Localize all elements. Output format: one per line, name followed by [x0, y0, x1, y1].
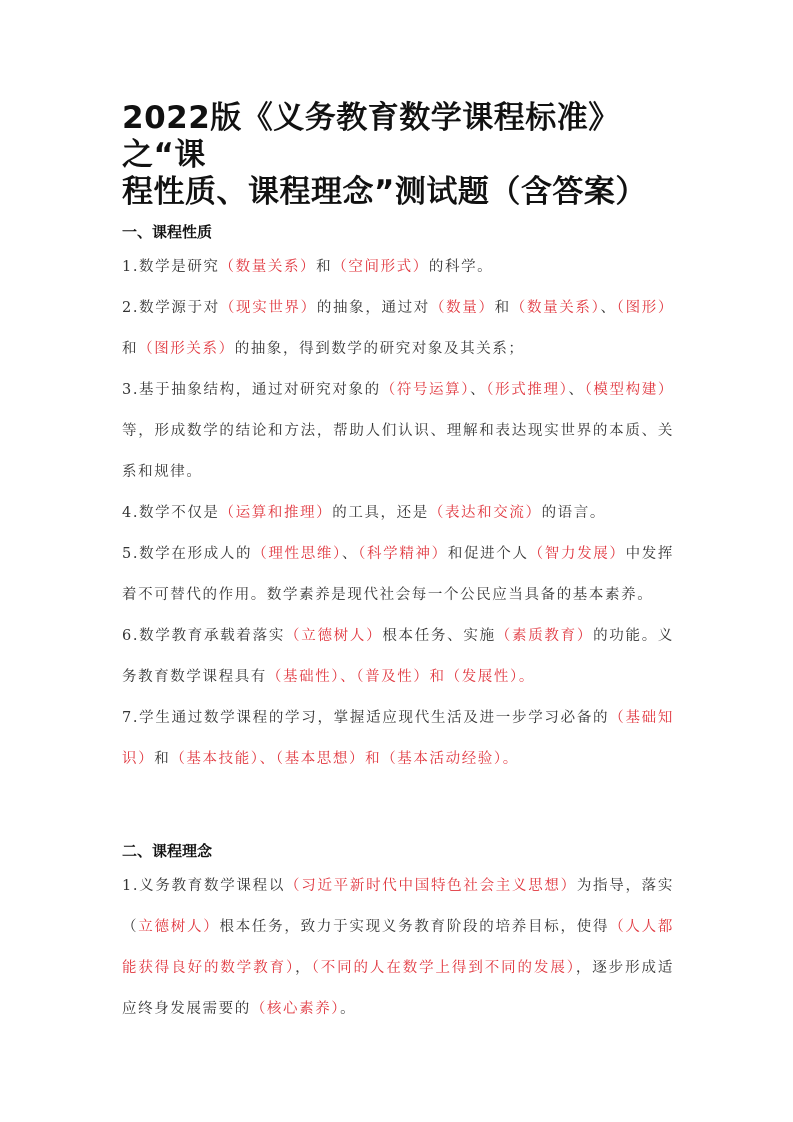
title-line-2: 程性质、课程理念”测试题（含答案） [122, 174, 647, 210]
answer-text: （人人都能获得良好的数学教育） [122, 919, 675, 976]
question-text: 的功能。义务教育数学课程具有 [122, 628, 675, 685]
question-text: 和促进个人 [447, 546, 529, 562]
answer-text: （模型构建） [584, 382, 674, 398]
answer-text: （运算和推理） [219, 505, 333, 521]
answer-text: （形式推理） [486, 382, 569, 398]
section-course-philosophy [122, 836, 674, 1030]
answer-text: （基础性）、（普及性）和（发展性）。 [266, 669, 535, 685]
title-line-1: 2022版《义务教育数学课程标准》之“课 [122, 100, 620, 173]
answer-text: （符号运算） [380, 382, 471, 398]
question-item [122, 288, 674, 370]
question-text: 6.数学教育承载着落实 [122, 628, 286, 644]
question-text: 、 [600, 300, 617, 316]
question-text: 1.数学是研究 [122, 259, 220, 275]
question-text: 。 [340, 1001, 357, 1017]
question-item [122, 370, 674, 493]
section-gap [122, 780, 674, 836]
section-heading: 一、课程性质 [122, 223, 213, 241]
question-item [122, 616, 674, 698]
answer-text: （科学精神） [358, 546, 448, 562]
answer-text: （不同的人在数学上得到不同的发展） [311, 960, 576, 976]
question-text: 的语言。 [541, 505, 606, 521]
question-text: 等，形成数学的结论和方法，帮助人们认识、理解和表达现实世界的本质、关系和规律。 [122, 423, 674, 480]
answer-text: （立德树人） [285, 628, 383, 644]
question-text: 中发挥着不可替代的作用。数学素养是现代社会每一个公民应当具备的基本素养。 [122, 546, 675, 603]
answer-text: （空间形式） [332, 259, 429, 275]
question-text: 5.数学在形成人的 [122, 546, 253, 562]
question-text: ， [295, 960, 312, 976]
question-text: 、 [568, 382, 585, 398]
question-item [122, 866, 674, 1030]
answer-text: （图形关系） [138, 341, 235, 357]
question-text: 的科学。 [428, 259, 494, 275]
question-text: 7.学生通过数学课程的学习，掌握适应现代生活及进一步学习必备的 [122, 710, 610, 726]
question-text: 2.数学源于对 [122, 300, 220, 316]
question-list [122, 866, 674, 1030]
question-text: 和 [154, 751, 171, 767]
question-list [122, 247, 674, 780]
answer-text: （图形） [616, 300, 674, 316]
question-text: 的工具，还是 [332, 505, 429, 521]
answer-text: （基本技能）、（基本思想）和（基本活动经验）。 [170, 751, 519, 767]
document-page [122, 100, 674, 1030]
question-text: 和 [494, 300, 511, 316]
question-text: 根本任务、实施 [382, 628, 496, 644]
question-text: 和 [122, 341, 139, 357]
answer-text: （表达和交流） [428, 505, 542, 521]
answer-text: （习近平新时代中国特色社会主义思想） [285, 878, 577, 894]
question-text: 的抽象，通过对 [316, 300, 430, 316]
answer-text: （现实世界） [219, 300, 317, 316]
question-item [122, 534, 674, 616]
question-item [122, 698, 674, 780]
question-item [122, 247, 674, 288]
answer-text: （素质教育） [495, 628, 594, 644]
section-course-nature [122, 217, 674, 780]
question-text: 、 [470, 382, 487, 398]
question-text: 4.数学不仅是 [122, 505, 220, 521]
answer-text: （数量关系） [510, 300, 601, 316]
question-text: 的抽象，得到数学的研究对象及其关系； [234, 341, 525, 357]
answer-text: （智力发展） [528, 546, 626, 562]
question-text: 根本任务，致力于实现义务教育阶段的培养目标，使得 [219, 919, 610, 935]
section-heading: 二、课程理念 [122, 842, 213, 860]
question-text: ，逐步形成适应终身发展需要的 [122, 960, 674, 1017]
question-text: 、 [341, 546, 359, 562]
answer-text: （数量） [429, 300, 495, 316]
answer-text: （基础知识） [122, 710, 674, 767]
answer-text: （理性思维） [252, 546, 342, 562]
document-title [122, 100, 674, 211]
question-text: 3.基于抽象结构，通过对研究对象的 [122, 382, 381, 398]
question-text: 和 [316, 259, 333, 275]
question-item [122, 493, 674, 534]
answer-text: （核心素养） [250, 1001, 341, 1017]
answer-text: （数量关系） [219, 259, 317, 275]
answer-text: 立德树人） [138, 919, 220, 935]
question-text: 1.义务教育数学课程以 [122, 878, 286, 894]
question-text: 为指导，落实（ [122, 878, 674, 935]
